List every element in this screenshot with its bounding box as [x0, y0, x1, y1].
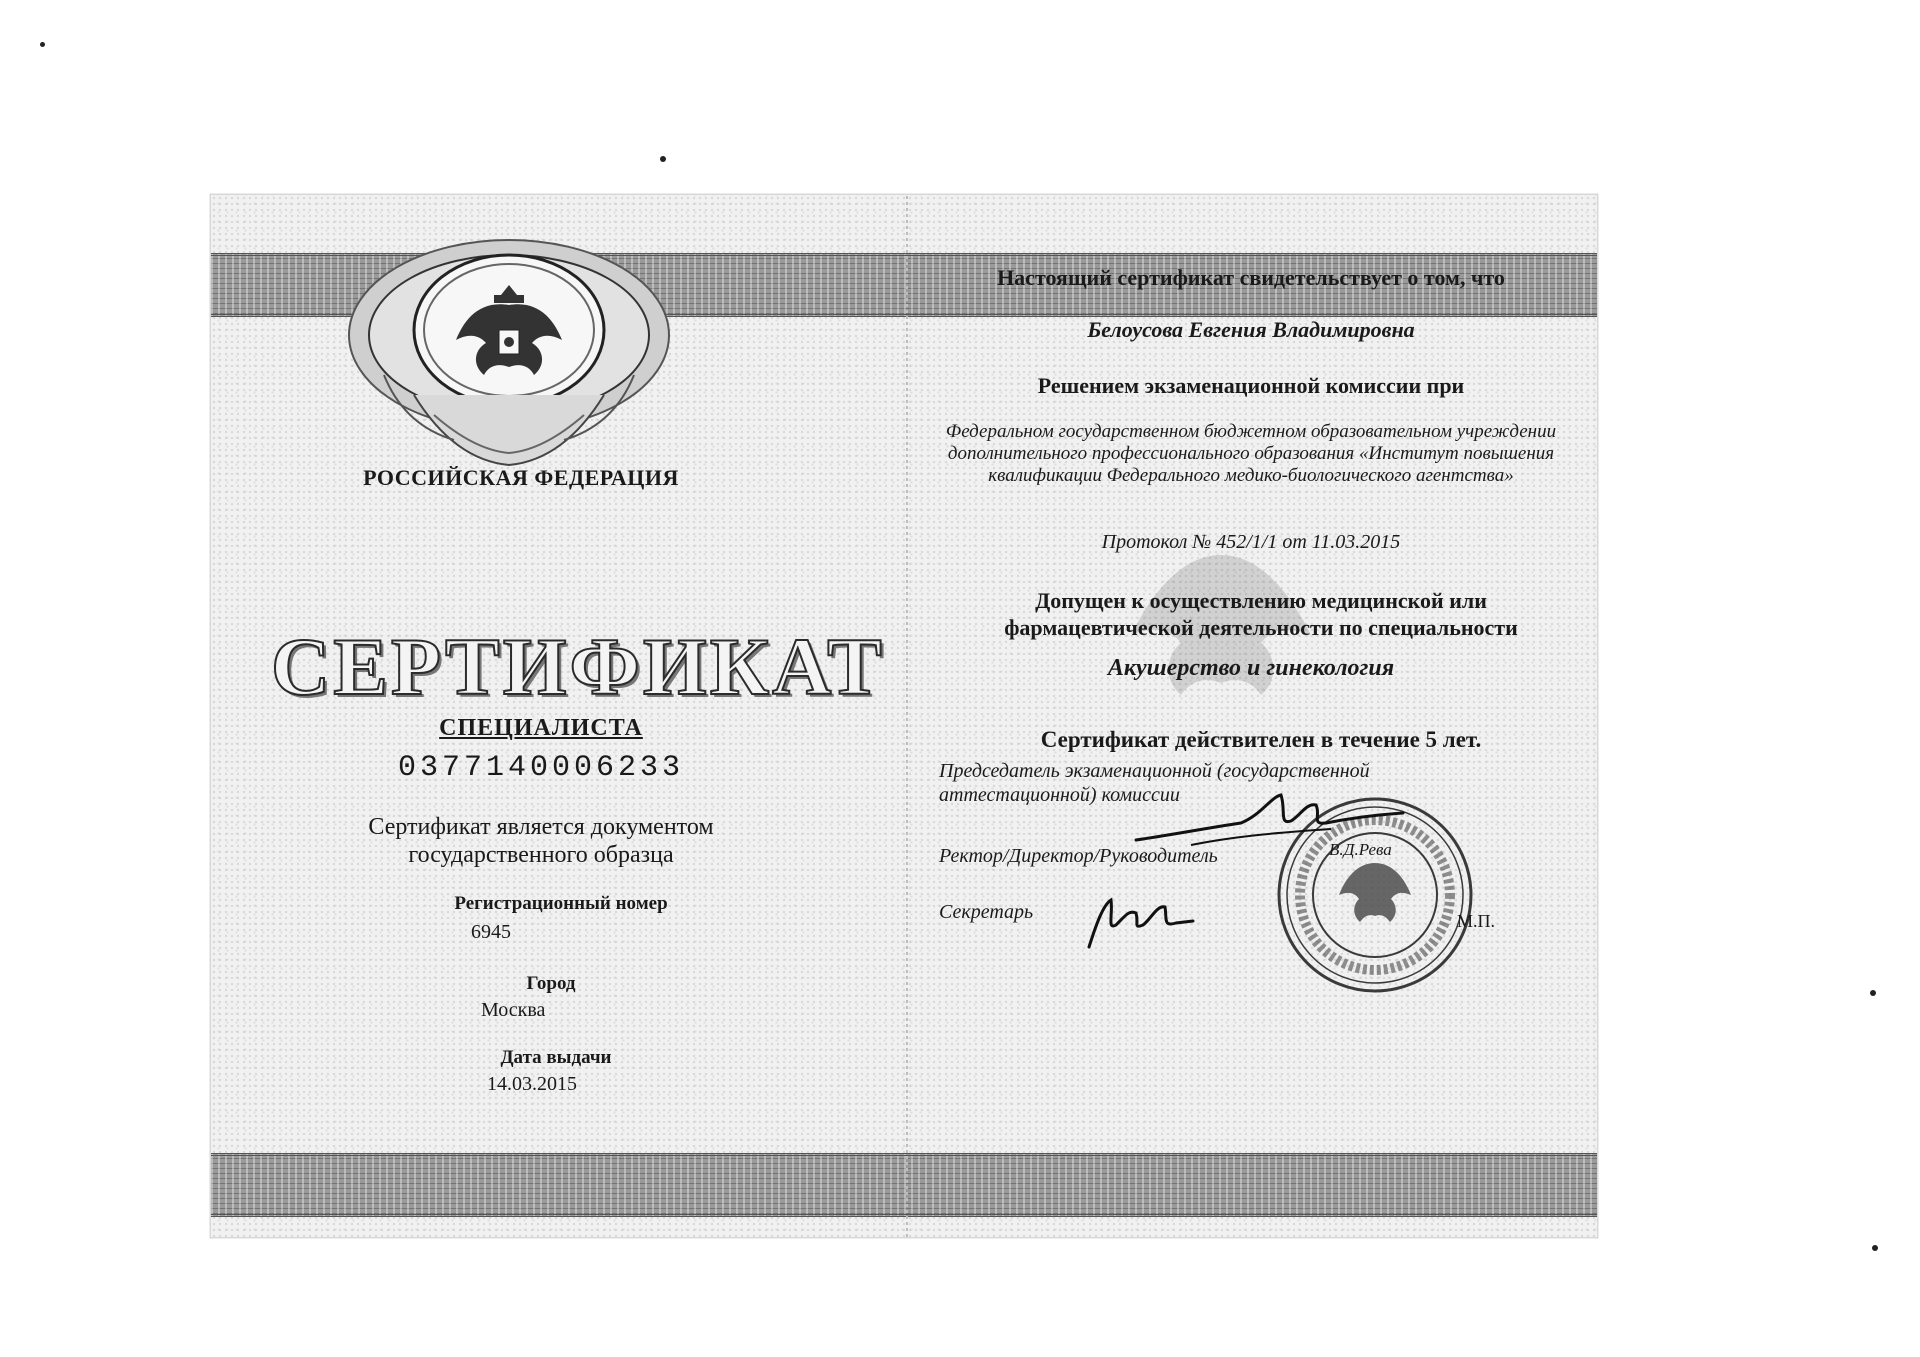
scan-speck [1870, 990, 1876, 996]
rector-initials: В.Д.Рева [1329, 840, 1392, 859]
institution-name: Федеральном государственном бюджетном образовательном учреждении дополнительного профессионального образования «Институт повышения квалификации Федерального медико-биологического агентства» [945, 421, 1557, 486]
certificate-title: СЕРТИФИКАТ [271, 621, 885, 712]
document-note: Сертификат является документом государственного образца [368, 814, 714, 868]
validity-statement: Сертификат действителен в течение 5 лет. [1040, 727, 1482, 752]
serial-number: 0377140006233 [397, 751, 685, 785]
secretary-signature [1081, 885, 1201, 955]
secretary-label: Секретарь [939, 901, 1034, 923]
chairman-label: Председатель экзаменационной (государственной аттестационной) комиссии [939, 760, 1370, 806]
scan-speck [660, 156, 666, 162]
specialty: Акушерство и гинекология [1107, 655, 1395, 681]
commission-decision: Решением экзаменационной комиссии при [1037, 373, 1465, 398]
admission-statement: Допущен к осуществлению медицинской или фармацевтической деятельности по специальности [1004, 588, 1518, 640]
issue-date-label: Дата выдачи [500, 1047, 612, 1068]
issue-date: 14.03.2015 [487, 1073, 577, 1095]
scan-speck [1872, 1245, 1878, 1251]
certificate-document [210, 194, 1598, 1238]
certificate-subtitle: СПЕЦИАЛИСТА [439, 715, 643, 741]
protocol-number: Протокол № 452/1/1 от 11.03.2015 [1101, 531, 1401, 553]
holder-name: Белоусова Евгения Владимировна [1087, 317, 1415, 342]
country-name: РОССИЙСКАЯ ФЕДЕРАЦИЯ [363, 465, 679, 490]
registration-label: Регистрационный номер [454, 893, 668, 914]
coat-of-arms-emblem [344, 225, 674, 495]
scan-speck [40, 42, 45, 47]
certificate-intro: Настоящий сертификат свидетельствует о том, что [997, 265, 1505, 290]
center-fold [906, 195, 908, 1237]
city-label: Город [526, 973, 576, 994]
registration-number: 6945 [471, 921, 511, 943]
bottom-guilloche-band [211, 1153, 1597, 1217]
seal-mark: М.П. [1457, 911, 1496, 931]
city-value: Москва [481, 999, 546, 1021]
rector-label: Ректор/Директор/Руководитель [939, 845, 1218, 867]
